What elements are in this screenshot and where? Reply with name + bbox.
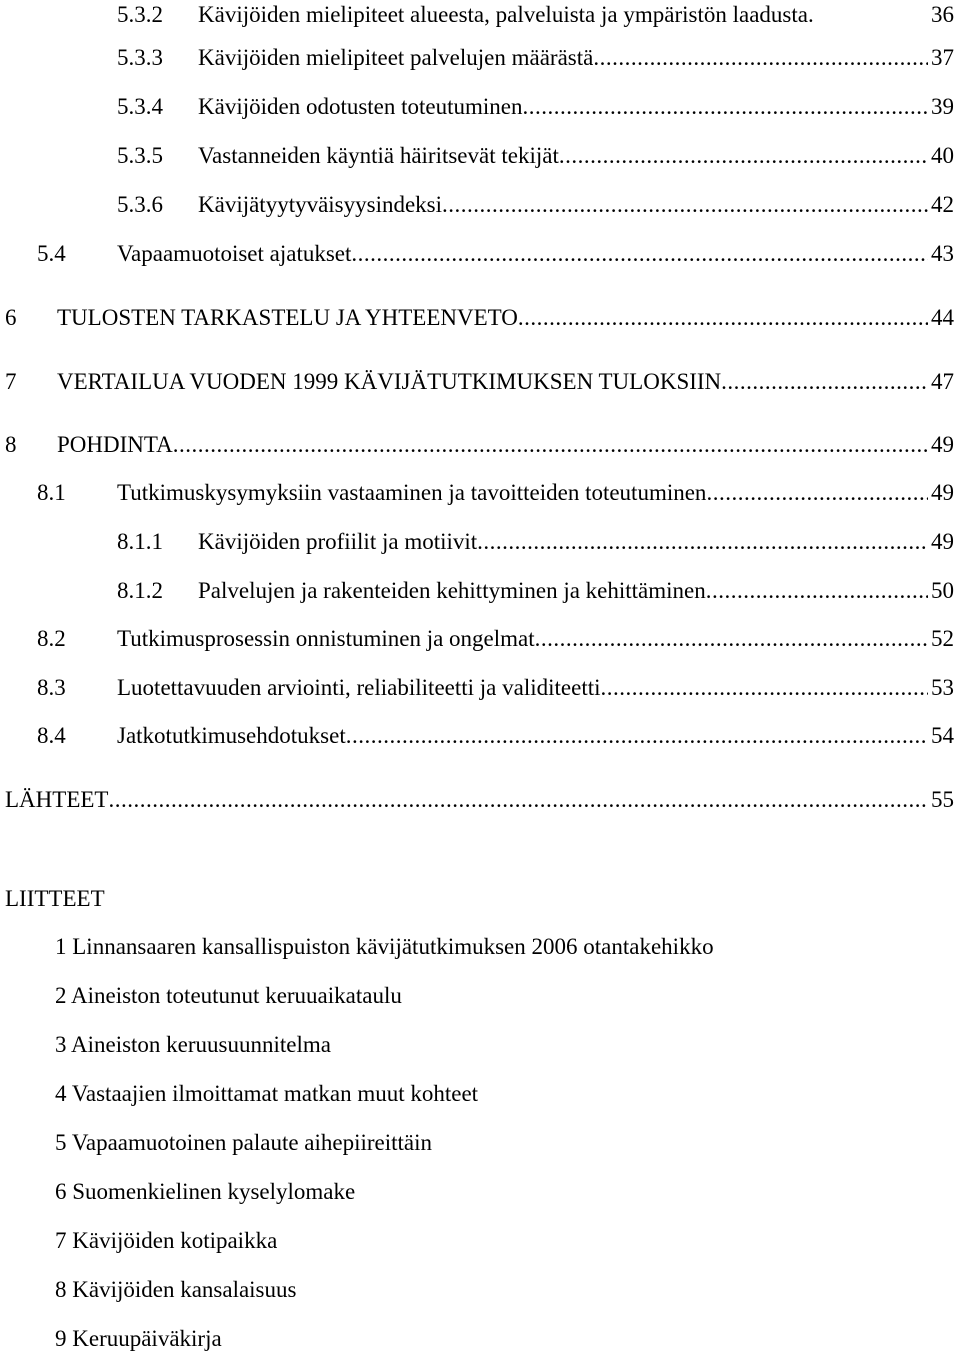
toc-number: 5.3.4 (117, 94, 163, 119)
toc-entry (117, 527, 954, 557)
toc-page: 49 (931, 480, 954, 505)
toc-page: 44 (931, 305, 954, 330)
toc-entry (37, 673, 954, 703)
dot-leader (721, 367, 928, 397)
toc-title: Tutkimuskysymyksiin vastaaminen ja tavoitteiden toteutuminen (117, 480, 707, 505)
toc-entry (5, 785, 954, 815)
dot-leader (442, 190, 928, 220)
dot-leader (706, 478, 928, 508)
toc-entry (117, 92, 954, 122)
appendix-item: 8 Kävijöiden kansalaisuus (55, 1277, 297, 1302)
dot-leader (346, 721, 928, 751)
toc-number: 5.3.5 (117, 143, 163, 168)
toc-title: Palvelujen ja rakenteiden kehittyminen ja kehittäminen (198, 578, 706, 603)
toc-page: 47 (931, 369, 954, 394)
toc-entry (37, 721, 954, 751)
toc-page: 43 (931, 241, 954, 266)
toc-title: VERTAILUA VUODEN 1999 KÄVIJÄTUTKIMUKSEN TULOKSIIN (57, 369, 722, 394)
toc-number: 5.3.3 (117, 45, 163, 70)
toc-page: 50 (931, 578, 954, 603)
toc-title: POHDINTA (57, 432, 173, 457)
appendix-item: 9 Keruupäiväkirja (55, 1326, 222, 1351)
toc-number: 8.2 (37, 626, 66, 651)
toc-title: Tutkimusprosessin onnistuminen ja ongelmat (117, 626, 535, 651)
dot-leader (351, 239, 928, 269)
dot-leader (477, 527, 928, 557)
toc-number: 8.1.1 (117, 529, 163, 554)
dot-leader (518, 303, 928, 333)
toc-entry (5, 430, 954, 460)
toc-title: TULOSTEN TARKASTELU JA YHTEENVETO (57, 305, 518, 330)
toc-page: 36 (931, 2, 954, 27)
toc-page: 54 (931, 723, 954, 748)
dot-leader (173, 430, 928, 460)
toc-entry (5, 303, 954, 333)
toc-page: 39 (931, 94, 954, 119)
appendix-item: 1 Linnansaaren kansallispuiston kävijätutkimuksen 2006 otantakehikko (55, 934, 714, 959)
toc-page: 49 (931, 529, 954, 554)
toc-number: 8 (5, 432, 17, 457)
toc-page: 49 (931, 432, 954, 457)
toc-entry (37, 478, 954, 508)
dot-leader (523, 92, 928, 122)
toc-title: Kävijätyytyväisyysindeksi (198, 192, 443, 217)
toc-number: 7 (5, 369, 17, 394)
toc-number: 5.3.2 (117, 2, 163, 27)
toc-title: Kävijöiden profiilit ja motiivit (198, 529, 478, 554)
toc-entry (37, 239, 954, 269)
toc-title: LÄHTEET (5, 787, 109, 812)
toc-entry (117, 43, 954, 73)
appendix-item: 2 Aineiston toteutunut keruuaikataulu (55, 983, 402, 1008)
toc-title: Vastanneiden käyntiä häiritsevät tekijät (198, 143, 559, 168)
toc-entry (5, 367, 954, 397)
toc-entry (37, 624, 954, 654)
toc-number: 6 (5, 305, 17, 330)
toc-page: 40 (931, 143, 954, 168)
appendix-item: 6 Suomenkielinen kyselylomake (55, 1179, 356, 1204)
toc-entry (117, 576, 954, 606)
toc-page: 52 (931, 626, 954, 651)
toc-title: Kävijöiden mielipiteet alueesta, palveluista ja ympäristön laadusta. (198, 2, 814, 27)
toc-title: Jatkotutkimusehdotukset (117, 723, 346, 748)
dot-leader (108, 785, 928, 815)
appendix-item: 4 Vastaajien ilmoittamat matkan muut kohteet (55, 1081, 479, 1106)
toc-number: 8.1.2 (117, 578, 163, 603)
toc-number: 8.3 (37, 675, 66, 700)
toc-entry (117, 190, 954, 220)
toc-page: 42 (931, 192, 954, 217)
appendix-item: 3 Aineiston keruusuunnitelma (55, 1032, 331, 1057)
toc-page: 55 (931, 787, 954, 812)
appendices-heading: LIITTEET (5, 886, 105, 911)
appendix-item: 5 Vapaamuotoinen palaute aihepiireittäin (55, 1130, 433, 1155)
toc-title: Luotettavuuden arviointi, reliabiliteetti ja validiteetti (117, 675, 601, 700)
toc-page: 37 (931, 45, 954, 70)
dot-leader (535, 624, 928, 654)
toc-title: Kävijöiden mielipiteet palvelujen määrästä (198, 45, 594, 70)
dot-leader (559, 141, 928, 171)
toc-title: Kävijöiden odotusten toteutuminen (198, 94, 523, 119)
toc-number: 8.1 (37, 480, 66, 505)
toc-entry (117, 141, 954, 171)
appendix-item: 7 Kävijöiden kotipaikka (55, 1228, 278, 1253)
toc-number: 8.4 (37, 723, 66, 748)
toc-number: 5.3.6 (117, 192, 163, 217)
dot-leader (593, 43, 928, 73)
toc-title: Vapaamuotoiset ajatukset (117, 241, 352, 266)
toc-entry (117, 0, 954, 30)
toc-number: 5.4 (37, 241, 66, 266)
dot-leader (706, 576, 928, 606)
dot-leader (600, 673, 928, 703)
toc-page: 53 (931, 675, 954, 700)
